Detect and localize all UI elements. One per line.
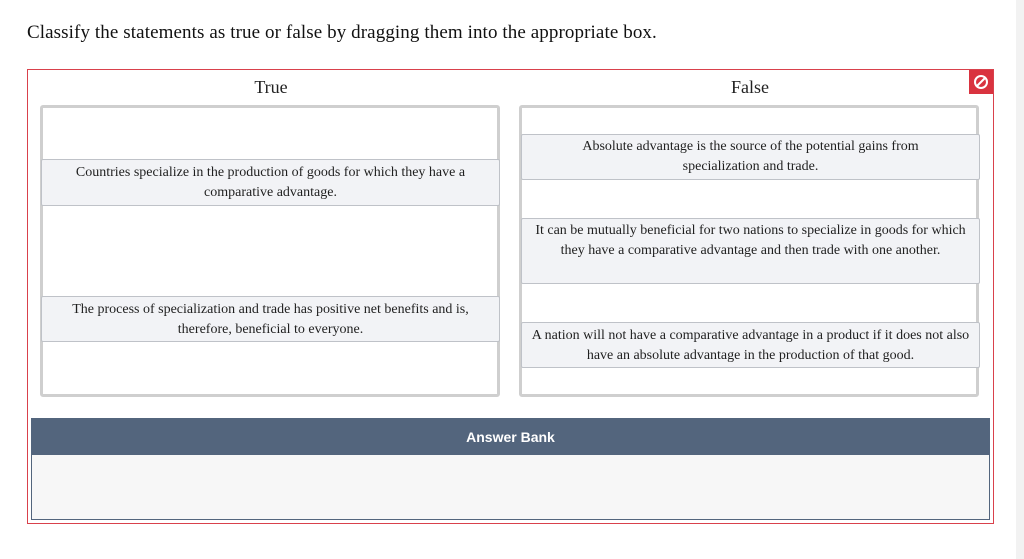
- false-column-title: False: [731, 77, 769, 97]
- true-column-title: True: [254, 77, 288, 97]
- false-card-2[interactable]: It can be mutually beneficial for two nations to specialize in goods for which they have a comparative advantage and then trade with one another.: [521, 218, 980, 284]
- page-scroll-edge: [1016, 0, 1024, 559]
- true-card-1[interactable]: Countries specialize in the production of goods for which they have a comparative advantage.: [41, 159, 500, 206]
- true-card-2[interactable]: The process of specialization and trade has positive net benefits and is, therefore, beneficial to everyone.: [41, 296, 500, 342]
- answer-bank-header: [31, 418, 990, 455]
- answer-bank-drop-zone[interactable]: [31, 455, 990, 520]
- false-card-3[interactable]: A nation will not have a comparative advantage in a product if it does not also have an absolute advantage in the production of that good.: [521, 322, 980, 368]
- question-prompt: Classify the statements as true or false by dragging them into the appropriate box.: [27, 22, 657, 43]
- answer-bank-label: Answer Bank: [466, 428, 555, 445]
- false-card-1[interactable]: Absolute advantage is the source of the potential gains from specialization and trade.: [521, 134, 980, 180]
- true-drop-zone[interactable]: [40, 105, 500, 397]
